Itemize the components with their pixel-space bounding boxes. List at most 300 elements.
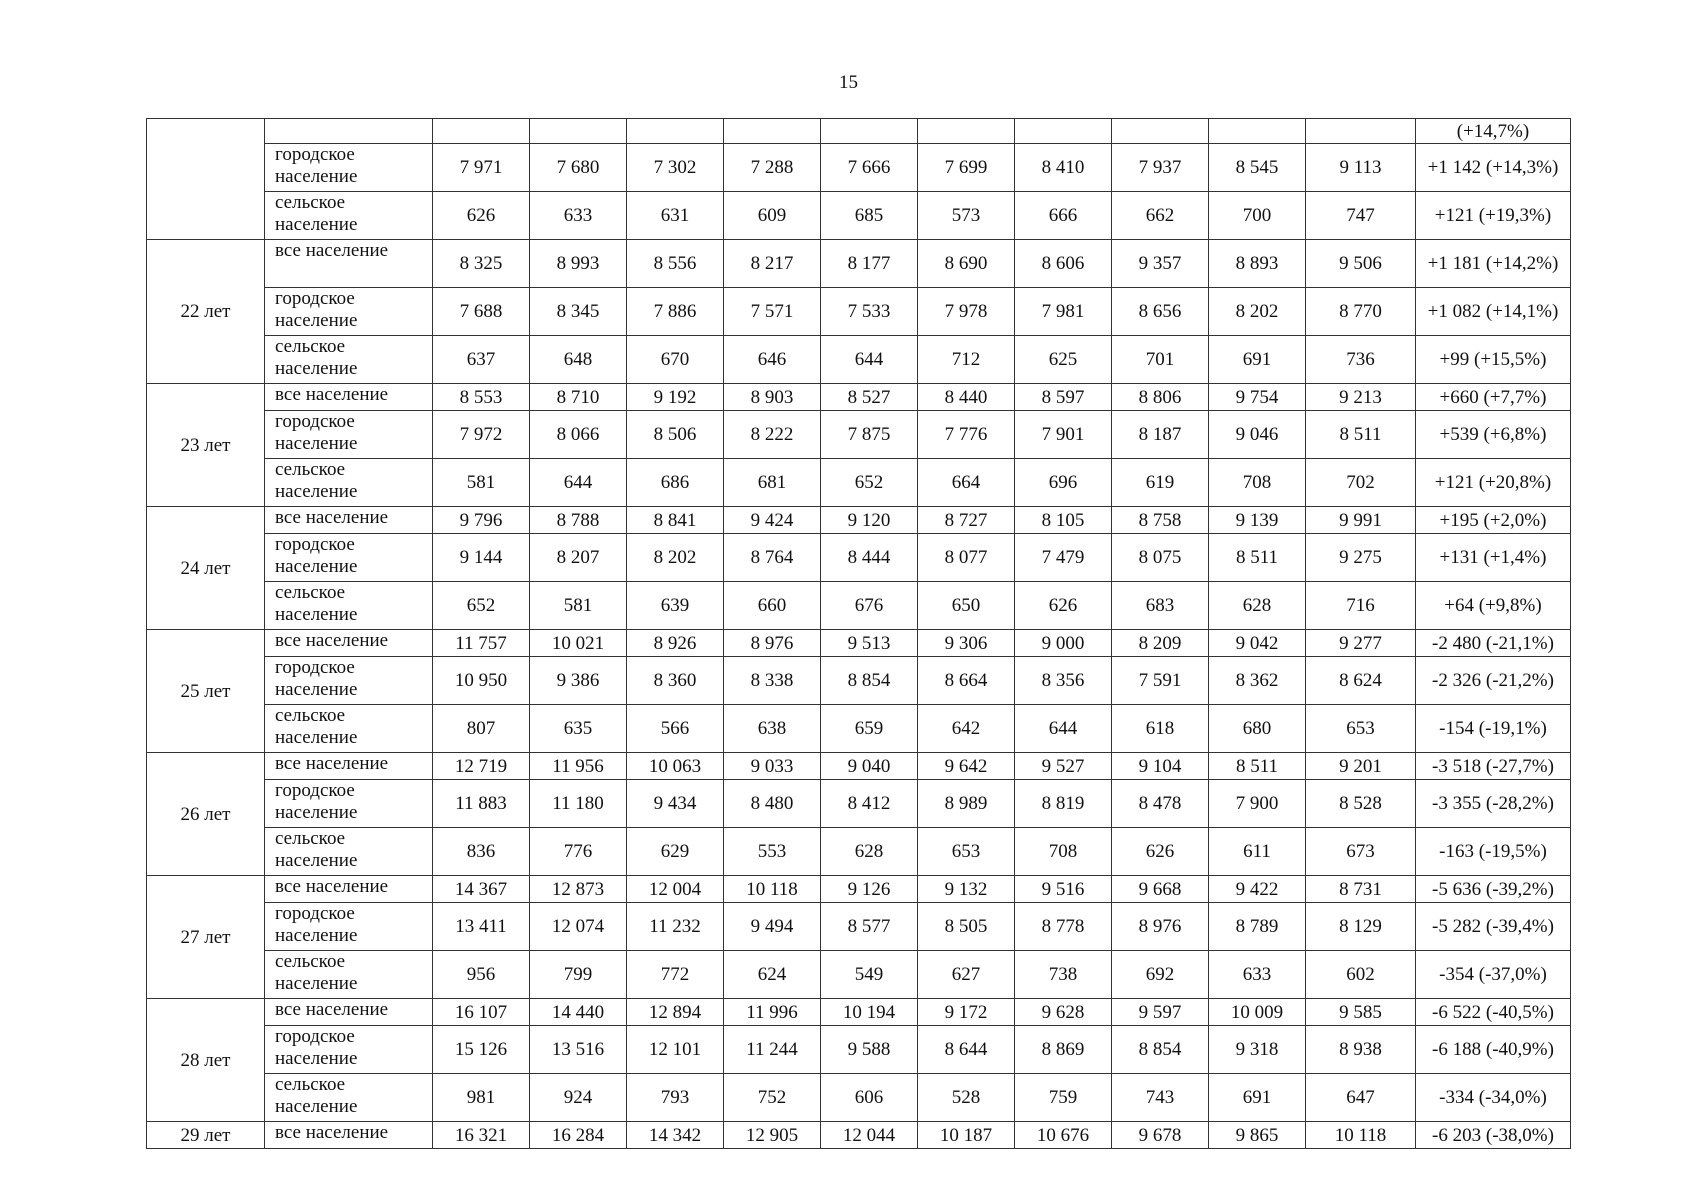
value-cell: 624 (724, 951, 821, 999)
table-row (147, 876, 1571, 903)
value-cell: 11 757 (433, 630, 530, 657)
category-cell: городское население (265, 144, 433, 192)
value-cell: 8 758 (1112, 507, 1209, 534)
value-cell: 9 516 (1015, 876, 1112, 903)
value-cell: 9 201 (1306, 753, 1416, 780)
value-cell: 619 (1112, 459, 1209, 507)
change-cell: +64 (+9,8%) (1416, 582, 1571, 630)
value-cell: 9 796 (433, 507, 530, 534)
change-cell: +1 082 (+14,1%) (1416, 288, 1571, 336)
category-cell: все население (265, 240, 433, 288)
category-cell: сельское население (265, 1074, 433, 1122)
value-cell: 712 (918, 336, 1015, 384)
value-cell: 716 (1306, 582, 1416, 630)
value-cell: 8 989 (918, 780, 1015, 828)
table-row (147, 411, 1571, 459)
change-cell: -3 518 (-27,7%) (1416, 753, 1571, 780)
value-cell: 652 (821, 459, 918, 507)
category-cell: сельское население (265, 951, 433, 999)
change-cell: -5 636 (-39,2%) (1416, 876, 1571, 903)
value-cell: 8 527 (821, 384, 918, 411)
value-cell: 9 642 (918, 753, 1015, 780)
value-cell: 683 (1112, 582, 1209, 630)
table-row (147, 903, 1571, 951)
value-cell: 12 004 (627, 876, 724, 903)
value-cell: 8 440 (918, 384, 1015, 411)
value-cell: 10 009 (1209, 999, 1306, 1026)
table-row (147, 336, 1571, 384)
value-cell: 7 288 (724, 144, 821, 192)
value-cell: 8 841 (627, 507, 724, 534)
value-cell: 581 (530, 582, 627, 630)
value-cell: 549 (821, 951, 918, 999)
value-cell: 9 588 (821, 1026, 918, 1074)
value-cell: 8 624 (1306, 657, 1416, 705)
table-row (147, 780, 1571, 828)
age-group-cell: 27 лет (147, 876, 265, 999)
category-cell: сельское население (265, 705, 433, 753)
value-cell: 8 410 (1015, 144, 1112, 192)
value-cell: 611 (1209, 828, 1306, 876)
value-cell: 9 213 (1306, 384, 1416, 411)
value-cell: 8 806 (1112, 384, 1209, 411)
value-cell: 8 893 (1209, 240, 1306, 288)
category-cell: сельское население (265, 459, 433, 507)
value-cell: 8 066 (530, 411, 627, 459)
category-cell: городское население (265, 780, 433, 828)
value-cell: 673 (1306, 828, 1416, 876)
value-cell: 8 553 (433, 384, 530, 411)
value-cell: 7 981 (1015, 288, 1112, 336)
age-group-cell: 28 лет (147, 999, 265, 1122)
value-cell: 662 (1112, 192, 1209, 240)
value-cell: 670 (627, 336, 724, 384)
value-cell: 7 680 (530, 144, 627, 192)
value-cell: 8 903 (724, 384, 821, 411)
change-cell: +131 (+1,4%) (1416, 534, 1571, 582)
value-cell: 8 656 (1112, 288, 1209, 336)
table-row (147, 1026, 1571, 1074)
value-cell (1306, 119, 1416, 144)
table-row (147, 119, 1571, 144)
value-cell: 659 (821, 705, 918, 753)
value-cell: 8 362 (1209, 657, 1306, 705)
value-cell: 15 126 (433, 1026, 530, 1074)
value-cell: 12 101 (627, 1026, 724, 1074)
category-cell: все население (265, 630, 433, 657)
value-cell: 16 321 (433, 1122, 530, 1149)
category-cell: городское население (265, 903, 433, 951)
value-cell: 633 (530, 192, 627, 240)
change-cell: -163 (-19,5%) (1416, 828, 1571, 876)
value-cell: 11 244 (724, 1026, 821, 1074)
value-cell: 747 (1306, 192, 1416, 240)
value-cell: 626 (433, 192, 530, 240)
value-cell: 685 (821, 192, 918, 240)
table-row (147, 582, 1571, 630)
value-cell: 10 194 (821, 999, 918, 1026)
value-cell: 626 (1112, 828, 1209, 876)
value-cell: 752 (724, 1074, 821, 1122)
value-cell: 9 754 (1209, 384, 1306, 411)
value-cell: 16 107 (433, 999, 530, 1026)
value-cell: 8 926 (627, 630, 724, 657)
change-cell: +121 (+19,3%) (1416, 192, 1571, 240)
value-cell: 8 664 (918, 657, 1015, 705)
value-cell: 8 993 (530, 240, 627, 288)
value-cell: 7 688 (433, 288, 530, 336)
value-cell: 793 (627, 1074, 724, 1122)
value-cell: 8 597 (1015, 384, 1112, 411)
value-cell: 9 144 (433, 534, 530, 582)
change-cell: -6 188 (-40,9%) (1416, 1026, 1571, 1074)
table-row (147, 459, 1571, 507)
value-cell: 9 668 (1112, 876, 1209, 903)
value-cell: 11 996 (724, 999, 821, 1026)
value-cell: 692 (1112, 951, 1209, 999)
value-cell: 924 (530, 1074, 627, 1122)
value-cell: 8 606 (1015, 240, 1112, 288)
value-cell: 602 (1306, 951, 1416, 999)
change-cell: -6 203 (-38,0%) (1416, 1122, 1571, 1149)
table-row (147, 192, 1571, 240)
value-cell: 581 (433, 459, 530, 507)
value-cell: 566 (627, 705, 724, 753)
value-cell: 701 (1112, 336, 1209, 384)
value-cell: 836 (433, 828, 530, 876)
value-cell: 807 (433, 705, 530, 753)
value-cell: 639 (627, 582, 724, 630)
value-cell: 12 719 (433, 753, 530, 780)
value-cell: 8 778 (1015, 903, 1112, 951)
value-cell: 652 (433, 582, 530, 630)
category-cell: городское население (265, 411, 433, 459)
value-cell: 680 (1209, 705, 1306, 753)
change-cell: -354 (-37,0%) (1416, 951, 1571, 999)
change-cell: (+14,7%) (1416, 119, 1571, 144)
value-cell: 8 869 (1015, 1026, 1112, 1074)
value-cell: 702 (1306, 459, 1416, 507)
value-cell: 609 (724, 192, 821, 240)
value-cell: 625 (1015, 336, 1112, 384)
value-cell (433, 119, 530, 144)
value-cell: 8 789 (1209, 903, 1306, 951)
value-cell: 8 511 (1209, 753, 1306, 780)
value-cell: 629 (627, 828, 724, 876)
category-cell: городское население (265, 288, 433, 336)
value-cell: 626 (1015, 582, 1112, 630)
age-group-cell: 24 лет (147, 507, 265, 630)
page-number: 15 (839, 72, 858, 93)
value-cell: 772 (627, 951, 724, 999)
change-cell: -5 282 (-39,4%) (1416, 903, 1571, 951)
category-cell: все население (265, 999, 433, 1026)
value-cell: 8 854 (821, 657, 918, 705)
value-cell: 7 971 (433, 144, 530, 192)
value-cell: 7 666 (821, 144, 918, 192)
value-cell: 8 356 (1015, 657, 1112, 705)
value-cell: 9 424 (724, 507, 821, 534)
category-cell: сельское население (265, 192, 433, 240)
value-cell: 10 676 (1015, 1122, 1112, 1149)
value-cell: 631 (627, 192, 724, 240)
value-cell: 9 597 (1112, 999, 1209, 1026)
value-cell: 686 (627, 459, 724, 507)
value-cell: 650 (918, 582, 1015, 630)
value-cell: 9 132 (918, 876, 1015, 903)
value-cell: 8 819 (1015, 780, 1112, 828)
age-group-cell: 29 лет (147, 1122, 265, 1149)
value-cell: 637 (433, 336, 530, 384)
value-cell: 8 177 (821, 240, 918, 288)
value-cell: 14 367 (433, 876, 530, 903)
value-cell: 9 865 (1209, 1122, 1306, 1149)
change-cell: -154 (-19,1%) (1416, 705, 1571, 753)
value-cell: 664 (918, 459, 1015, 507)
value-cell: 628 (821, 828, 918, 876)
age-group-cell: 22 лет (147, 240, 265, 384)
value-cell: 8 105 (1015, 507, 1112, 534)
value-cell: 9 172 (918, 999, 1015, 1026)
value-cell: 696 (1015, 459, 1112, 507)
value-cell: 708 (1015, 828, 1112, 876)
table-row (147, 534, 1571, 582)
value-cell: 9 628 (1015, 999, 1112, 1026)
value-cell: 799 (530, 951, 627, 999)
value-cell: 8 077 (918, 534, 1015, 582)
value-cell: 647 (1306, 1074, 1416, 1122)
value-cell: 7 937 (1112, 144, 1209, 192)
value-cell: 7 699 (918, 144, 1015, 192)
value-cell: 11 180 (530, 780, 627, 828)
table-row (147, 753, 1571, 780)
value-cell: 8 644 (918, 1026, 1015, 1074)
value-cell: 8 528 (1306, 780, 1416, 828)
value-cell: 12 894 (627, 999, 724, 1026)
value-cell: 9 192 (627, 384, 724, 411)
value-cell: 8 731 (1306, 876, 1416, 903)
value-cell: 7 591 (1112, 657, 1209, 705)
value-cell: 7 972 (433, 411, 530, 459)
value-cell: 9 113 (1306, 144, 1416, 192)
category-cell: сельское население (265, 582, 433, 630)
value-cell: 606 (821, 1074, 918, 1122)
value-cell: 10 950 (433, 657, 530, 705)
value-cell (918, 119, 1015, 144)
change-cell: +660 (+7,7%) (1416, 384, 1571, 411)
value-cell: 9 357 (1112, 240, 1209, 288)
change-cell: -6 522 (-40,5%) (1416, 999, 1571, 1026)
value-cell: 618 (1112, 705, 1209, 753)
value-cell: 743 (1112, 1074, 1209, 1122)
value-cell: 13 411 (433, 903, 530, 951)
value-cell: 8 209 (1112, 630, 1209, 657)
value-cell: 9 139 (1209, 507, 1306, 534)
value-cell: 14 342 (627, 1122, 724, 1149)
table-row (147, 630, 1571, 657)
value-cell (627, 119, 724, 144)
category-cell: сельское население (265, 828, 433, 876)
value-cell: 9 386 (530, 657, 627, 705)
value-cell: 8 854 (1112, 1026, 1209, 1074)
value-cell: 573 (918, 192, 1015, 240)
value-cell: 8 217 (724, 240, 821, 288)
value-cell: 635 (530, 705, 627, 753)
value-cell: 9 585 (1306, 999, 1416, 1026)
value-cell: 10 118 (1306, 1122, 1416, 1149)
table-row (147, 1122, 1571, 1149)
value-cell: 8 202 (1209, 288, 1306, 336)
value-cell: 8 545 (1209, 144, 1306, 192)
value-cell: 7 533 (821, 288, 918, 336)
age-group-cell: 26 лет (147, 753, 265, 876)
value-cell: 633 (1209, 951, 1306, 999)
value-cell: 638 (724, 705, 821, 753)
value-cell: 7 901 (1015, 411, 1112, 459)
value-cell: 8 075 (1112, 534, 1209, 582)
change-cell: +1 142 (+14,3%) (1416, 144, 1571, 192)
value-cell: 9 422 (1209, 876, 1306, 903)
value-cell: 8 360 (627, 657, 724, 705)
value-cell: 9 120 (821, 507, 918, 534)
age-group-cell: 25 лет (147, 630, 265, 753)
value-cell (1015, 119, 1112, 144)
table-row (147, 144, 1571, 192)
value-cell: 8 727 (918, 507, 1015, 534)
value-cell: 9 513 (821, 630, 918, 657)
value-cell: 8 577 (821, 903, 918, 951)
value-cell: 8 478 (1112, 780, 1209, 828)
value-cell: 646 (724, 336, 821, 384)
value-cell: 8 222 (724, 411, 821, 459)
age-group-cell (147, 119, 265, 240)
value-cell: 9 000 (1015, 630, 1112, 657)
value-cell: 8 480 (724, 780, 821, 828)
value-cell: 7 875 (821, 411, 918, 459)
value-cell: 681 (724, 459, 821, 507)
value-cell: 9 494 (724, 903, 821, 951)
value-cell: 9 040 (821, 753, 918, 780)
value-cell (724, 119, 821, 144)
value-cell: 7 900 (1209, 780, 1306, 828)
table-row (147, 705, 1571, 753)
change-cell: -3 355 (-28,2%) (1416, 780, 1571, 828)
value-cell: 9 306 (918, 630, 1015, 657)
value-cell: 8 338 (724, 657, 821, 705)
value-cell: 8 710 (530, 384, 627, 411)
value-cell: 528 (918, 1074, 1015, 1122)
value-cell: 10 063 (627, 753, 724, 780)
value-cell (821, 119, 918, 144)
value-cell: 13 516 (530, 1026, 627, 1074)
value-cell: 11 883 (433, 780, 530, 828)
value-cell: 653 (918, 828, 1015, 876)
value-cell: 776 (530, 828, 627, 876)
table-row (147, 1074, 1571, 1122)
value-cell: 7 479 (1015, 534, 1112, 582)
value-cell: 691 (1209, 336, 1306, 384)
change-cell: -2 326 (-21,2%) (1416, 657, 1571, 705)
value-cell: 8 444 (821, 534, 918, 582)
value-cell: 8 345 (530, 288, 627, 336)
value-cell: 9 042 (1209, 630, 1306, 657)
value-cell: 8 202 (627, 534, 724, 582)
change-cell: +1 181 (+14,2%) (1416, 240, 1571, 288)
category-cell: сельское население (265, 336, 433, 384)
table-row (147, 999, 1571, 1026)
table-row (147, 657, 1571, 705)
change-cell: -334 (-34,0%) (1416, 1074, 1571, 1122)
change-cell: +121 (+20,8%) (1416, 459, 1571, 507)
table-row (147, 828, 1571, 876)
value-cell: 9 991 (1306, 507, 1416, 534)
value-cell: 8 207 (530, 534, 627, 582)
value-cell: 7 978 (918, 288, 1015, 336)
population-table (146, 118, 1571, 1149)
value-cell: 8 511 (1306, 411, 1416, 459)
category-cell: городское население (265, 534, 433, 582)
category-cell: все население (265, 876, 433, 903)
value-cell: 956 (433, 951, 530, 999)
table-row (147, 240, 1571, 288)
value-cell: 10 118 (724, 876, 821, 903)
change-cell: +195 (+2,0%) (1416, 507, 1571, 534)
value-cell: 660 (724, 582, 821, 630)
value-cell: 8 556 (627, 240, 724, 288)
value-cell: 653 (1306, 705, 1416, 753)
value-cell: 8 325 (433, 240, 530, 288)
value-cell: 12 074 (530, 903, 627, 951)
value-cell: 12 873 (530, 876, 627, 903)
value-cell (1112, 119, 1209, 144)
value-cell: 14 440 (530, 999, 627, 1026)
value-cell: 9 046 (1209, 411, 1306, 459)
value-cell: 738 (1015, 951, 1112, 999)
value-cell: 7 571 (724, 288, 821, 336)
value-cell: 8 187 (1112, 411, 1209, 459)
value-cell: 8 511 (1209, 534, 1306, 582)
value-cell: 8 976 (724, 630, 821, 657)
value-cell: 9 318 (1209, 1026, 1306, 1074)
value-cell: 9 506 (1306, 240, 1416, 288)
value-cell: 9 033 (724, 753, 821, 780)
value-cell: 9 275 (1306, 534, 1416, 582)
value-cell: 8 506 (627, 411, 724, 459)
value-cell: 9 104 (1112, 753, 1209, 780)
value-cell: 8 938 (1306, 1026, 1416, 1074)
table-row (147, 288, 1571, 336)
value-cell: 12 905 (724, 1122, 821, 1149)
value-cell: 9 527 (1015, 753, 1112, 780)
category-cell: городское население (265, 1026, 433, 1074)
change-cell: +539 (+6,8%) (1416, 411, 1571, 459)
value-cell: 644 (1015, 705, 1112, 753)
value-cell: 691 (1209, 1074, 1306, 1122)
category-cell: городское население (265, 657, 433, 705)
value-cell: 676 (821, 582, 918, 630)
value-cell: 9 434 (627, 780, 724, 828)
category-cell: все население (265, 753, 433, 780)
value-cell: 9 277 (1306, 630, 1416, 657)
value-cell: 11 956 (530, 753, 627, 780)
value-cell: 648 (530, 336, 627, 384)
value-cell (1209, 119, 1306, 144)
table-row (147, 384, 1571, 411)
value-cell: 666 (1015, 192, 1112, 240)
value-cell: 981 (433, 1074, 530, 1122)
value-cell: 11 232 (627, 903, 724, 951)
value-cell: 8 764 (724, 534, 821, 582)
